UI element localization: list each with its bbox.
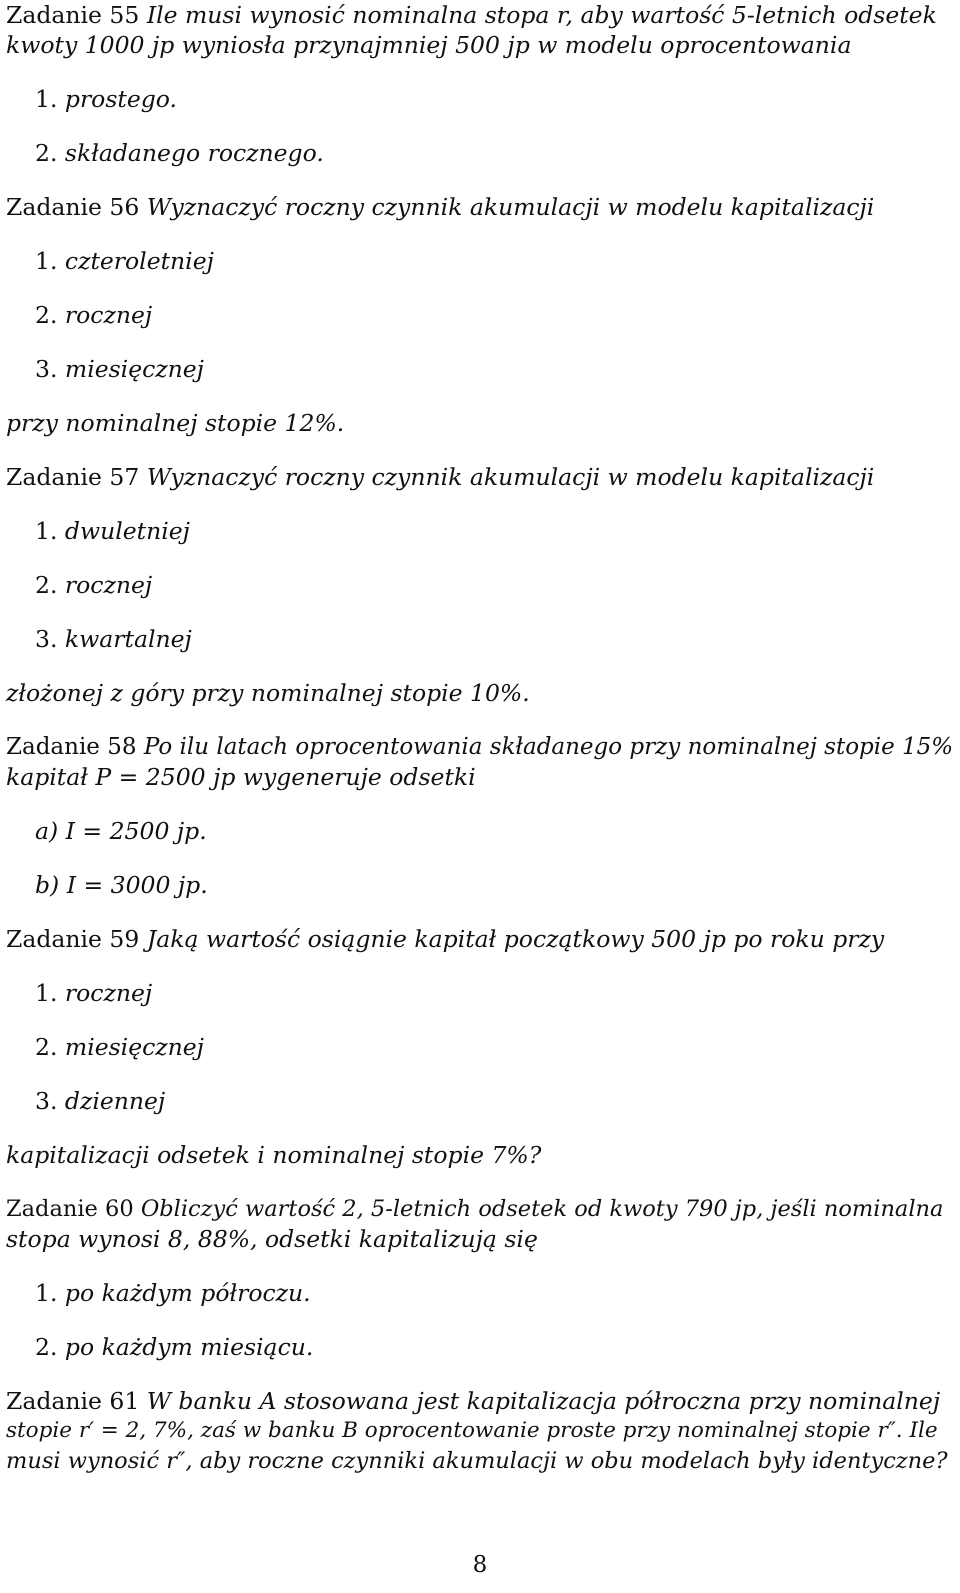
task-57-line-1: [6, 462, 874, 492]
list-item-text: dwuletniej: [64, 517, 190, 545]
list-item: [35, 570, 152, 600]
list-item-text: po każdym miesiącu.: [64, 1333, 314, 1361]
task-question: stopie r′ = 2, 7%, zaś w banku B oprocentowanie proste przy nominalnej stopie r″. Ile: [6, 1418, 938, 1443]
list-item-text: I = 3000 jp.: [66, 871, 208, 899]
list-item-text: rocznej: [64, 979, 153, 1007]
list-item-text: miesięcznej: [64, 355, 204, 383]
list-item-text: rocznej: [64, 301, 153, 329]
task-question: stopa wynosi 8, 88%, odsetki kapitalizują się: [6, 1225, 538, 1253]
list-item-text: kwartalnej: [64, 625, 192, 653]
list-marker: 2.: [35, 1033, 58, 1061]
list-item: [35, 138, 324, 168]
list-item: [35, 978, 152, 1008]
list-item: [35, 516, 190, 546]
list-item: [35, 1332, 313, 1362]
task-60-line-1: [6, 1194, 943, 1224]
task-heading: Zadanie 57: [6, 463, 140, 491]
list-item-text: rocznej: [64, 571, 153, 599]
task-question: kwoty 1000 jp wyniosła przynajmniej 500 jp w modelu oprocentowania: [6, 31, 852, 59]
task-58-line-1: [6, 732, 953, 762]
task-56-line-1: [6, 192, 874, 222]
list-marker: 2.: [35, 1333, 58, 1361]
task-question: Ile musi wynosić nominalna stopa r, aby wartość 5-letnich odsetek: [146, 1, 937, 29]
list-item: [35, 84, 177, 114]
list-item-text: dziennej: [64, 1087, 166, 1115]
task-tail: przy nominalnej stopie 12%.: [6, 409, 345, 437]
list-item: [35, 870, 208, 900]
task-question: Jaką wartość osiągnie kapitał początkowy 500 jp po roku przy: [146, 925, 885, 953]
list-item-text: czteroletniej: [64, 247, 214, 275]
page-number: 8: [472, 1552, 488, 1578]
list-item: [35, 816, 207, 846]
list-item: [35, 1278, 311, 1308]
task-question: Obliczyć wartość 2, 5-letnich odsetek od kwoty 790 jp, jeśli nominalna: [140, 1196, 944, 1222]
list-marker: 1.: [35, 1279, 58, 1307]
task-question: Wyznaczyć roczny czynnik akumulacji w modelu kapitalizacji: [146, 463, 875, 491]
list-item-text: prostego.: [64, 85, 177, 113]
list-item-text: I = 2500 jp.: [65, 817, 207, 845]
list-marker: 3.: [35, 1087, 58, 1115]
list-marker: 2.: [35, 301, 58, 329]
task-tail: złożonej z góry przy nominalnej stopie 10%.: [6, 679, 530, 707]
list-item: [35, 1086, 165, 1116]
task-heading: Zadanie 60: [6, 1196, 134, 1222]
list-marker: 1.: [35, 85, 58, 113]
list-marker: b): [35, 871, 60, 899]
list-marker: 1.: [35, 517, 58, 545]
list-item: [35, 300, 152, 330]
task-heading: Zadanie 56: [6, 193, 140, 221]
list-item-text: składanego rocznego.: [64, 139, 324, 167]
task-heading: Zadanie 58: [6, 734, 137, 760]
task-question: kapitał P = 2500 jp wygeneruje odsetki: [6, 763, 476, 791]
list-marker: 3.: [35, 625, 58, 653]
task-heading: Zadanie 55: [6, 1, 140, 29]
task-61-line-1: [6, 1386, 940, 1416]
task-question: Wyznaczyć roczny czynnik akumulacji w modelu kapitalizacji: [146, 193, 875, 221]
list-marker: 1.: [35, 247, 58, 275]
list-item: [35, 246, 214, 276]
list-item-text: miesięcznej: [64, 1033, 204, 1061]
list-item-text: po każdym półroczu.: [64, 1279, 311, 1307]
list-item: [35, 1032, 204, 1062]
list-marker: 2.: [35, 139, 58, 167]
task-question: musi wynosić r″, aby roczne czynniki akumulacji w obu modelach były identyczne?: [6, 1448, 948, 1474]
list-item: [35, 624, 192, 654]
task-heading: Zadanie 59: [6, 925, 140, 953]
list-item: [35, 354, 204, 384]
task-tail: kapitalizacji odsetek i nominalnej stopie 7%?: [6, 1141, 542, 1169]
list-marker: 3.: [35, 355, 58, 383]
task-59-line-1: [6, 924, 884, 954]
task-question: W banku A stosowana jest kapitalizacja półroczna przy nominalnej: [146, 1387, 941, 1415]
list-marker: a): [35, 817, 59, 845]
task-55-line-1: [6, 0, 937, 30]
list-marker: 1.: [35, 979, 58, 1007]
list-marker: 2.: [35, 571, 58, 599]
task-question: Po ilu latach oprocentowania składanego przy nominalnej stopie 15%: [143, 734, 954, 760]
task-heading: Zadanie 61: [6, 1387, 140, 1415]
